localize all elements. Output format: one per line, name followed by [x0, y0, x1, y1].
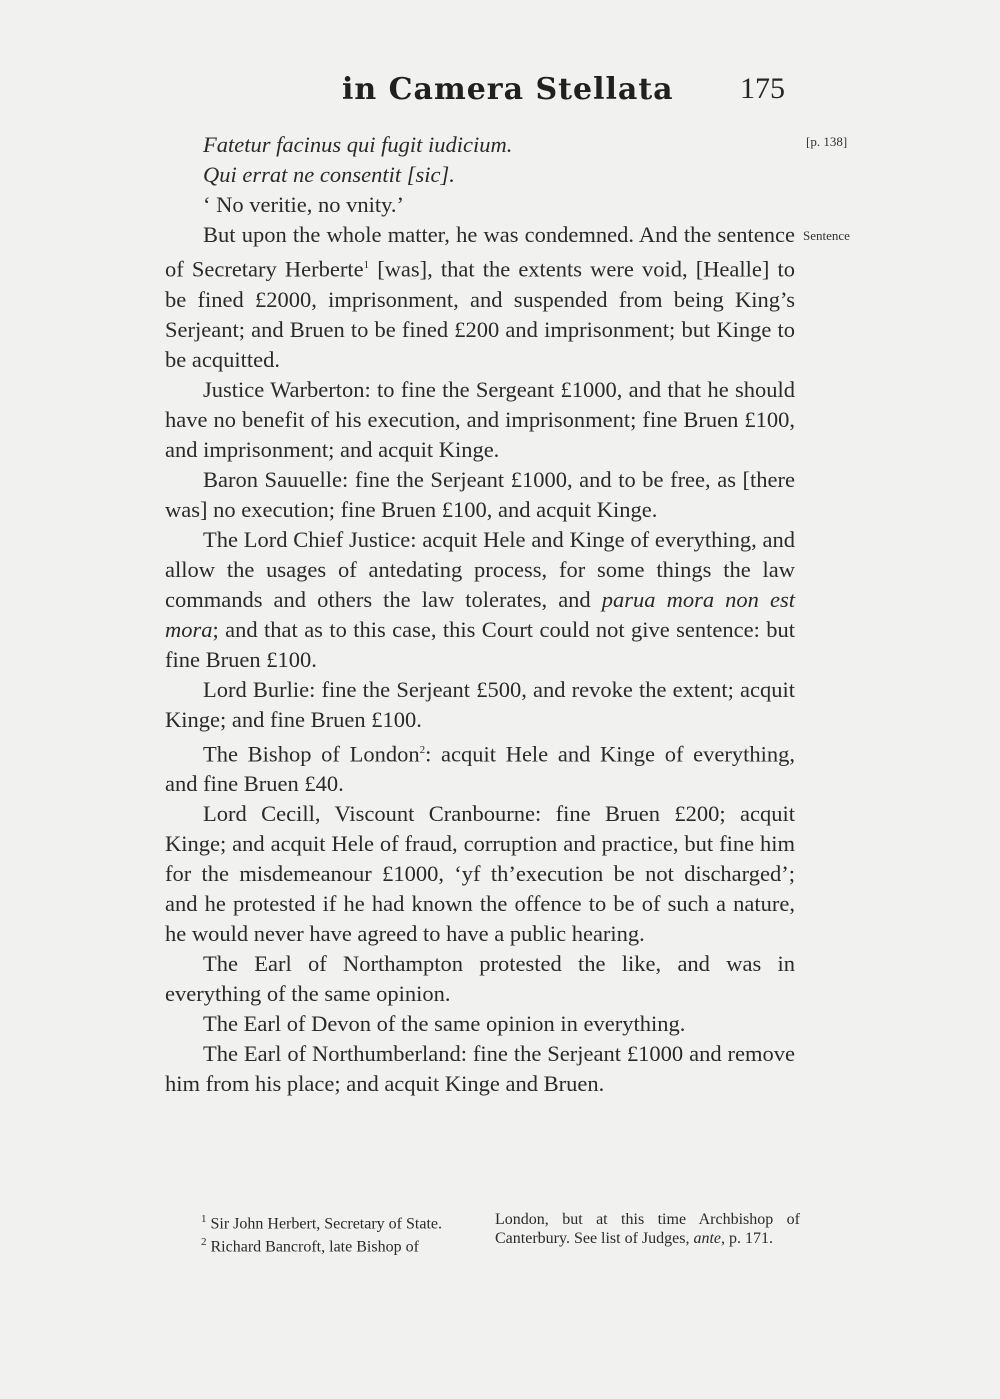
margin-note-sentence: Sentence [803, 228, 850, 243]
footnote-1-text: Sir John Herbert, Secretary of State. [206, 1215, 442, 1233]
footnote-column-right [495, 1210, 800, 1257]
latin-phrase: parua mora non est mora [165, 586, 795, 642]
motto-line: ‘ No veritie, no vnity.’ [203, 192, 404, 217]
footnote-2-ante: ante [693, 1230, 722, 1247]
footnote-ref-1: 1 [363, 259, 370, 271]
footnote-2 [165, 1233, 470, 1256]
footnotes [165, 1210, 800, 1257]
paragraph-sauuelle: Baron Sauuelle: fine the Serjeant £1000, and to be free, as [there was] no execution; fine Bruen £100, and acquit Kinge. [165, 466, 795, 522]
paragraph-lord-chief-justice [165, 525, 795, 675]
paragraph-text: ; and that as to this case, this Court could not give sentence: but fine Bruen £100. [165, 616, 795, 672]
footnote-mark-1: 1 [201, 1213, 207, 1225]
footnote-column-left [165, 1210, 470, 1257]
margin-note-page-ref: [p. 138] [806, 134, 848, 149]
paragraph-burlie: Lord Burlie: fine the Serjeant £500, and revoke the extent; acquit Kinge; and fine Bruen £100. [165, 676, 795, 732]
paragraph-sentence [165, 220, 795, 375]
footnote-2-cont-text: London, but at this time Archbishop of Canterbury. See list of Judges, [495, 1211, 800, 1247]
paragraph-northumberland: The Earl of Northumberland: fine the Serjeant £1000 and remove him from his place; and acquit Kinge and Bruen. [165, 1041, 795, 1096]
paragraph-text: But upon the whole matter, he was condemned. And the sentence of Secretary Herberte [165, 222, 795, 282]
page-number: 175 [740, 72, 785, 105]
body-text [165, 130, 795, 1099]
maxim-line-1: Fatetur facinus qui fugit iudicium. [203, 132, 513, 157]
footnote-mark-2: 2 [201, 1236, 207, 1249]
footnote-2-text: Richard Bancroft, late Bishop of [206, 1238, 419, 1256]
footnote-2-continued [495, 1210, 800, 1248]
paragraph-text: The Lord Chief Justice: acquit Hele and Kinge of everything, and allow the usages of antedating process, for some things the law commands and others the law tolerates, and [165, 526, 795, 612]
paragraph-northampton: The Earl of Northampton protested the like, and was in everything of the same opinion. [165, 951, 795, 1006]
footnote-2-cont-end: , p. 171. [721, 1230, 774, 1247]
maxim-line-2: Qui errat ne consentit [sic]. [203, 162, 455, 187]
paragraph-text: The Bishop of London [203, 741, 420, 766]
footnote-ref-2: 2 [419, 743, 426, 756]
paragraph-warberton: Justice Warberton: to fine the Sergeant £1000, and that he should have no benefit of his execution, and imprisonment; fine Bruen £100, and imprisonment; and acquit Kinge. [165, 376, 795, 462]
footnote-1 [165, 1210, 470, 1233]
paragraph-bishop-of-london [165, 735, 795, 800]
paragraph-text: [was], that the extents were void, [Healle] to be fined £2000, imprisonment, and suspended from being King’s Serjeant; and Bruen to be fined £200 and imprisonment; but Kinge to be acquitted. [165, 256, 795, 372]
paragraph-text: : acquit Hele and Kinge of everything, and fine Bruen £40. [165, 741, 796, 796]
paragraph-cecill: Lord Cecill, Viscount Cranbourne: fine Bruen £200; acquit Kinge; and acquit Hele of fraud, corruption and practice, but fine him for the misdemeanour £1000, ‘yf th’execution be not discharged’; and he protested if he had known the offence to be of such a nature, he would never have agreed to have a public hearing. [165, 801, 795, 946]
paragraph-devon: The Earl of Devon of the same opinion in everything. [203, 1011, 686, 1036]
running-title: in Camera Stellata [342, 72, 674, 107]
